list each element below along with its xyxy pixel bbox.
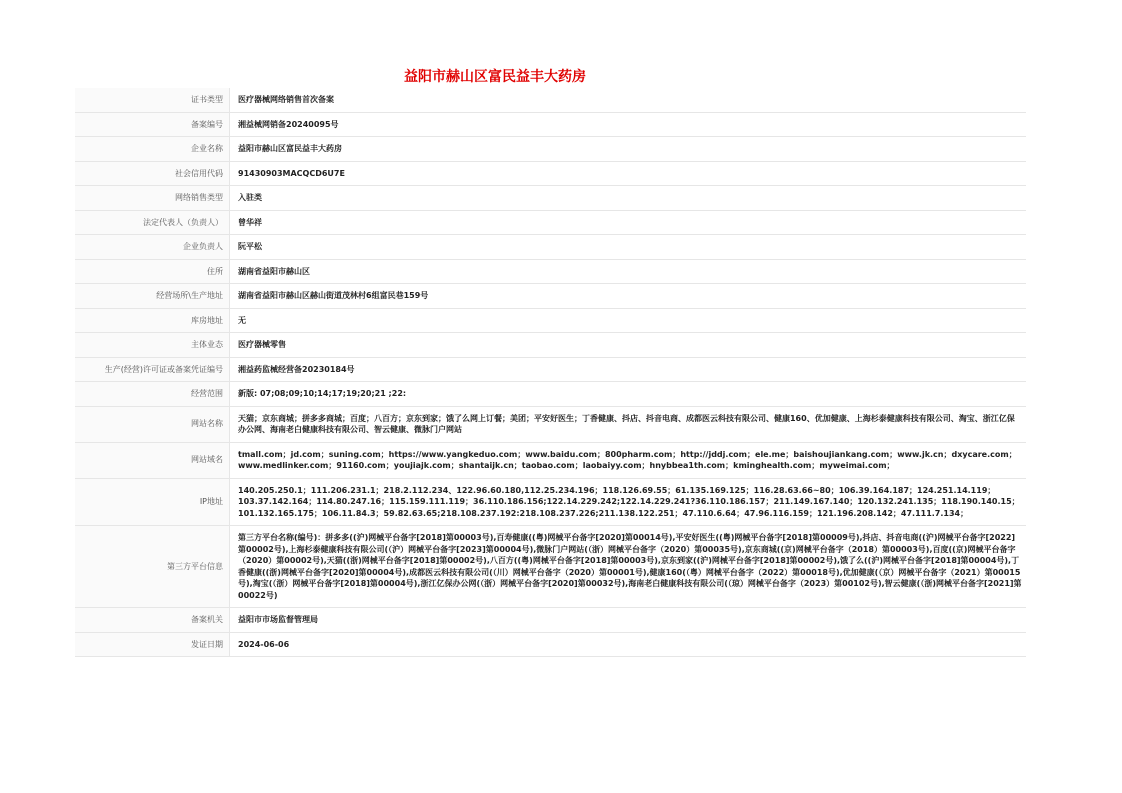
table-row: [75, 382, 1026, 407]
record-table: [75, 88, 1026, 657]
table-row: [75, 333, 1026, 358]
row-label: 经营场所\生产地址: [75, 284, 230, 309]
row-value: 第三方平台名称(编号)：拼多多((沪)网械平台备字[2018]第00003号),百寿健康((粤)网械平台备字[2020]第00014号),平安好医生((粤)网械平台备字[2018]第00009号),抖店、抖音电商((沪)网械平台备字[2022]第00002号),上海杉泰健康科技有限公司(（沪）网械平台备字[2023]第00004号),微脉门户网站(（浙）网械平台备字（2020）第00035号),京东商城((京)网械平台备字（2018）第00003号),百度((京)网械平台备字（2020）第00002号),天猫((浙)网械平台备字[2018]第00002号),八百方((粤)网械平台备字[2018]第00003号),京东到家((沪)网械平台备字[2018]第00002号),饿了么((沪)网械平台备字[2018]第00004号),丁香健康((浙)网械平台备字[2020]第00004号),成都医云科技有限公司(（川）网械平台备字（2020）第00001号),健康160(（粤）网械平台备字（2022）第00018号),优加健康(（京）网械平台备字（2021）第00015号),淘宝(（浙）网械平台备字[2018]第00004号),浙江亿保办公网(（浙）网械平台备字[2020]第00032号),海南老白健康科技有限公司(（琼）网械平台备字（2023）第00102号),智云健康(（浙)网械平台备字[2021]第00022号): [230, 526, 1027, 608]
row-label: 第三方平台信息: [75, 526, 230, 608]
table-row: [75, 235, 1026, 260]
row-value: 2024-06-06: [230, 632, 1027, 657]
row-label: 库房地址: [75, 308, 230, 333]
table-row: [75, 112, 1026, 137]
row-value: 湘益药监械经营备20230184号: [230, 357, 1027, 382]
table-row: [75, 526, 1026, 608]
row-value: 湘益械网销备20240095号: [230, 112, 1027, 137]
table-row: [75, 88, 1026, 112]
row-value: 91430903MACQCD6U7E: [230, 161, 1027, 186]
row-label: 经营范围: [75, 382, 230, 407]
row-label: 企业负责人: [75, 235, 230, 260]
row-label: 发证日期: [75, 632, 230, 657]
row-label: 住所: [75, 259, 230, 284]
table-row: [75, 308, 1026, 333]
row-label: 社会信用代码: [75, 161, 230, 186]
row-label: IP地址: [75, 478, 230, 526]
table-row: [75, 210, 1026, 235]
table-row: [75, 406, 1026, 442]
row-value: 曾华祥: [230, 210, 1027, 235]
row-label: 证书类型: [75, 88, 230, 112]
row-value: 益阳市市场监督管理局: [230, 608, 1027, 633]
table-row: [75, 608, 1026, 633]
row-value: 湖南省益阳市赫山区赫山街道茂林村6组富民巷159号: [230, 284, 1027, 309]
row-label: 网站名称: [75, 406, 230, 442]
row-label: 网站域名: [75, 442, 230, 478]
table-row: [75, 161, 1026, 186]
row-value: 无: [230, 308, 1027, 333]
row-value: 医疗器械零售: [230, 333, 1027, 358]
row-label: 备案机关: [75, 608, 230, 633]
row-value: 140.205.250.1；111.206.231.1；218.2.112.234、122.96.60.180,112.25.234.196；118.126.69.55；61.135.169.125；116.28.63.66~80；106.39.164.187；124.251.14.119；103.37.142.164；114.80.247.16；115.159.111.119；36.110.186.156;122.14.229.242;122.14.229.241?36.110.186.157；211.149.167.140；120.132.241.135；118.190.140.15；101.132.165.175；106.11.84.3；59.82.63.65;218.108.237.192:218.108.237.226;211.138.122.251；47.110.6.64；47.96.116.159；121.196.208.142；47.111.7.134；: [230, 478, 1027, 526]
row-value: 新版: 07;08;09;10;14;17;19;20;21 ;22:: [230, 382, 1027, 407]
row-value: 益阳市赫山区富民益丰大药房: [230, 137, 1027, 162]
row-value: 入驻类: [230, 186, 1027, 211]
page-title: 益阳市赫山区富民益丰大药房: [404, 69, 586, 85]
row-value: 阮平松: [230, 235, 1027, 260]
row-value: 湖南省益阳市赫山区: [230, 259, 1027, 284]
table-row: [75, 478, 1026, 526]
row-label: 网络销售类型: [75, 186, 230, 211]
table-row: [75, 632, 1026, 657]
table-row: [75, 186, 1026, 211]
row-label: 生产(经营)许可证或备案凭证编号: [75, 357, 230, 382]
table-row: [75, 259, 1026, 284]
row-label: 主体业态: [75, 333, 230, 358]
row-label: 企业名称: [75, 137, 230, 162]
row-value: 医疗器械网络销售首次备案: [230, 88, 1027, 112]
table-row: [75, 284, 1026, 309]
table-row: [75, 137, 1026, 162]
row-label: 法定代表人（负责人）: [75, 210, 230, 235]
row-label: 备案编号: [75, 112, 230, 137]
row-value: tmall.com；jd.com；suning.com；https://www.yangkeduo.com；www.baidu.com；800pharm.com；http://jddj.com；ele.me；baishoujiankang.com；www.jk.cn；dxycare.com；www.medlinker.com；91160.com；youjiajk.com；shantaijk.cn；taobao.com；laobaiyy.com；hnybbea1th.com；kminghealth.com；myweimai.com；: [230, 442, 1027, 478]
table-row: [75, 442, 1026, 478]
table-row: [75, 357, 1026, 382]
row-value: 天猫；京东商城；拼多多商城；百度；八百方；京东到家；饿了么网上订餐；美团；平安好医生；丁香健康、抖店、抖音电商、成都医云科技有限公司、健康160、优加健康、上海杉泰健康科技有限公司、淘宝、浙江亿保办公网、海南老白健康科技有限公司、智云健康、微脉门户网站: [230, 406, 1027, 442]
